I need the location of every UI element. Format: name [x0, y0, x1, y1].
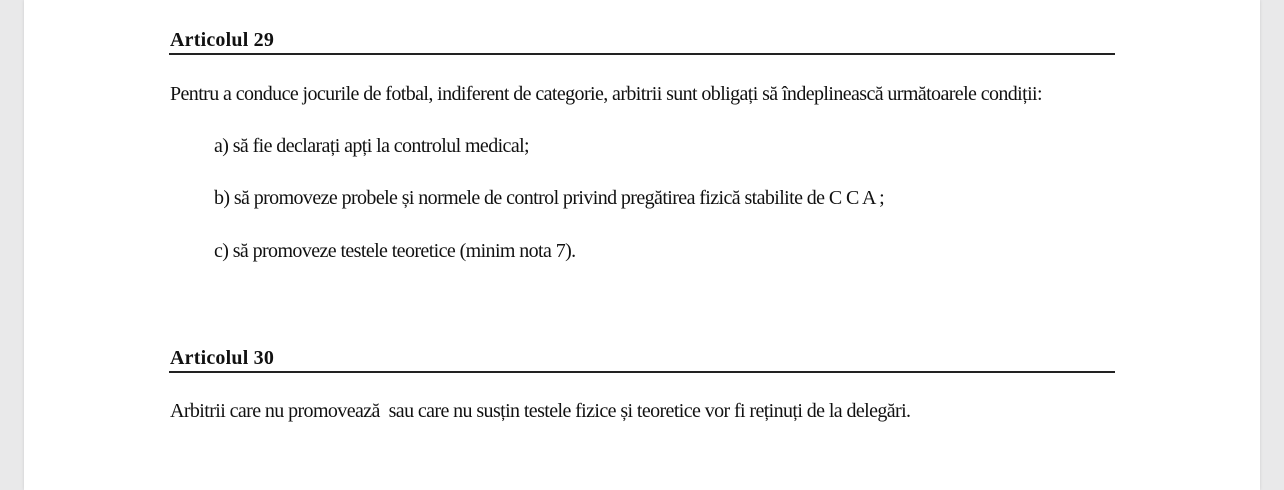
article-29-heading: Articolul 29: [170, 29, 275, 51]
article-30-text: Arbitrii care nu promovează sau care nu susțin testele fizice și teoretice vor fi reținuți de la delegări.: [170, 400, 911, 422]
article-29-item-c: c) să promoveze testele teoretice (minim nota 7).: [214, 240, 576, 262]
article-29-item-a: a) să fie declarați apți la controlul medical;: [214, 135, 530, 157]
document-page: [24, 0, 1260, 490]
article-30-heading: Articolul 30: [170, 347, 275, 369]
article-29-underline: [169, 53, 1115, 55]
article-29-item-b: b) să promoveze probele și normele de control privind pregătirea fizică stabilite de C C A ;: [214, 187, 885, 209]
article-29-intro: Pentru a conduce jocurile de fotbal, indiferent de categorie, arbitrii sunt obligați să îndeplinească următoarele condiții:: [170, 83, 1042, 105]
article-30-underline: [169, 371, 1115, 373]
